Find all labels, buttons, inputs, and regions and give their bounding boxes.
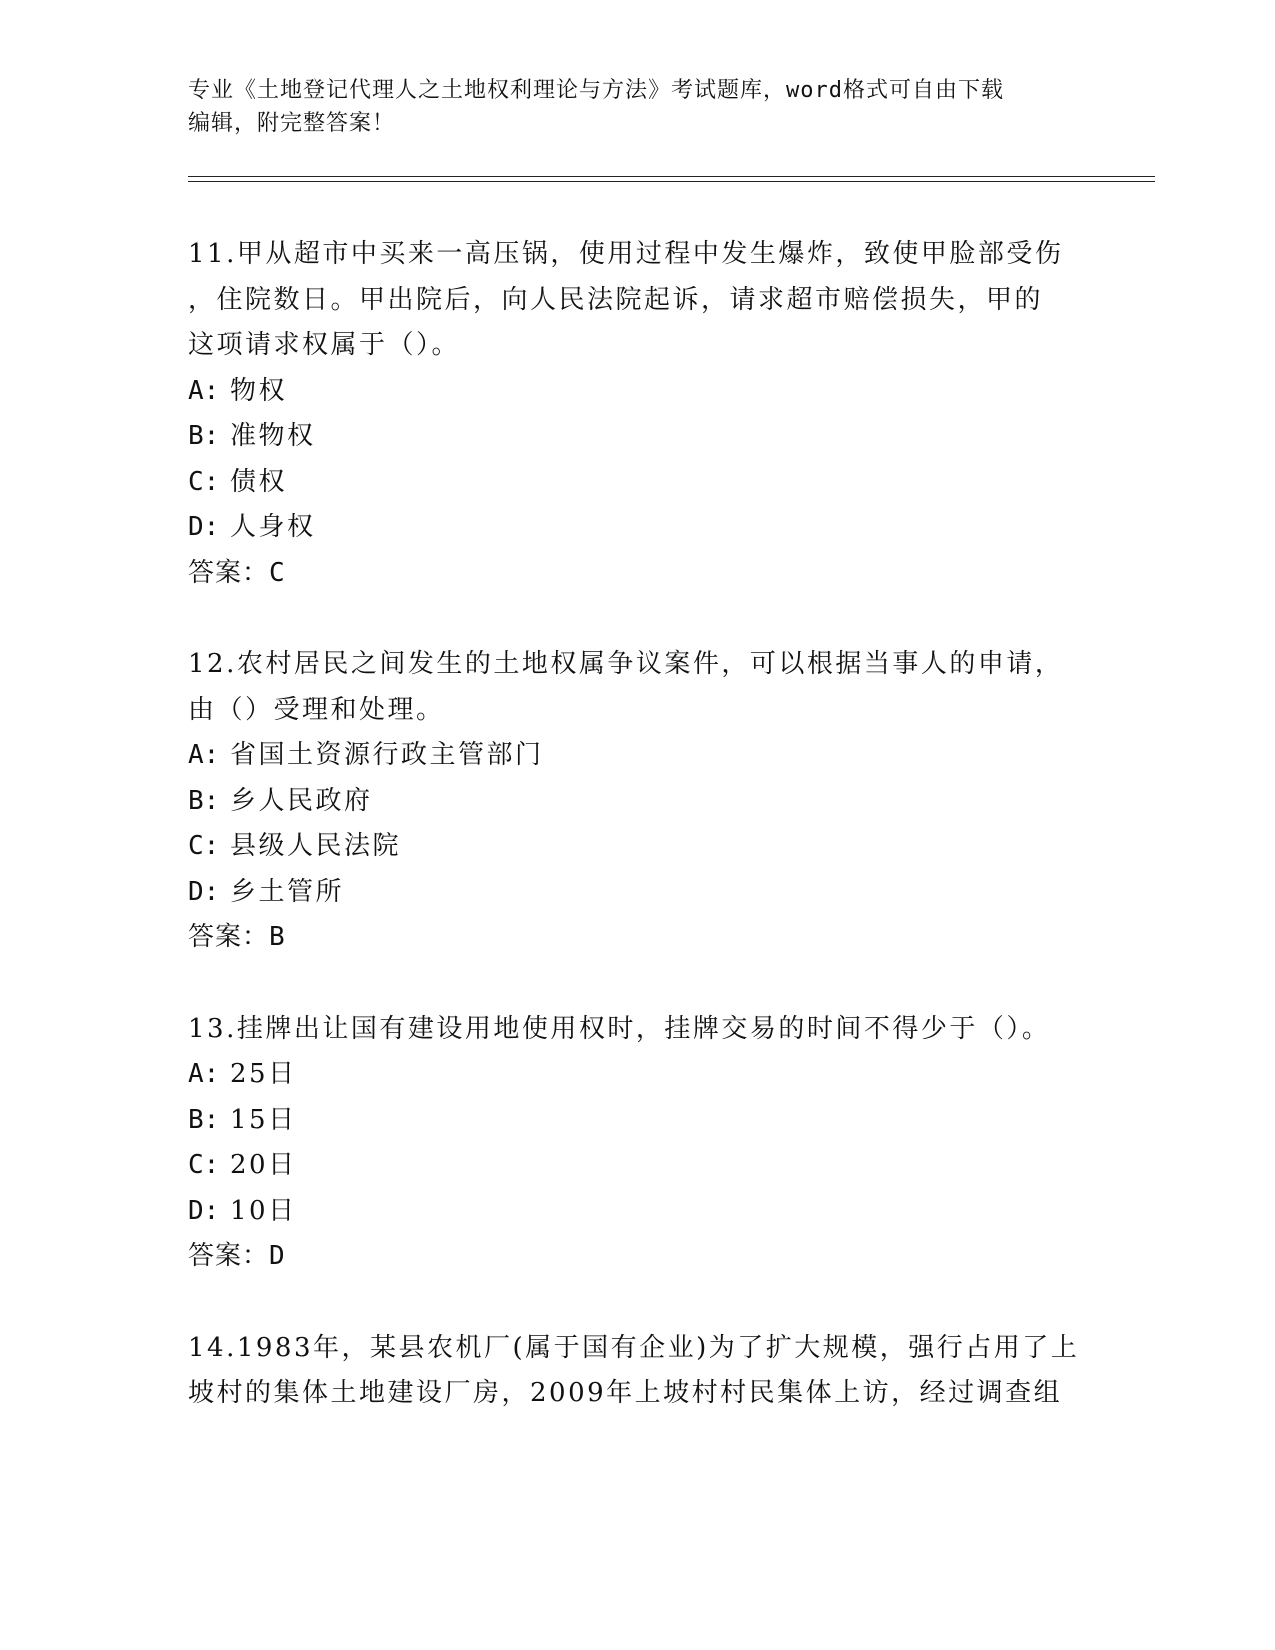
option-letter: C: [188, 466, 220, 497]
question-14 [188, 1326, 1088, 1417]
header-rule-bottom [188, 181, 1155, 182]
question-text [188, 642, 1088, 733]
option-letter: B: [188, 785, 220, 816]
question-line: 14.1983年，某县农机厂(属于国有企业)为了扩大规模，强行占用了上 [188, 1332, 1080, 1363]
answer [188, 551, 1088, 597]
option-letter: A: [188, 740, 220, 770]
answer-value: C [269, 557, 286, 588]
option-text: 10日 [230, 1195, 297, 1226]
option-text: 县级人民法院 [230, 831, 402, 861]
option-text: 准物权 [230, 421, 316, 451]
question-text [188, 1007, 1088, 1053]
answer-label: 答案： [188, 557, 270, 588]
option-text: 乡土管所 [230, 876, 345, 907]
option-letter: A: [188, 375, 220, 406]
answer-value: B [269, 922, 286, 952]
option-text: 物权 [230, 375, 288, 406]
question-13 [188, 1007, 1088, 1280]
option-text: 债权 [230, 466, 288, 497]
header-line-1: 专业《土地登记代理人之土地权利理论与方法》考试题库，word格式可自由下载 [188, 78, 1004, 103]
option-letter: C: [188, 831, 220, 861]
option-text: 省国土资源行政主管部门 [230, 740, 544, 770]
question-list [188, 232, 1088, 1463]
option-c [188, 824, 1088, 870]
option-text: 25日 [230, 1059, 297, 1089]
option-text: 15日 [230, 1104, 297, 1135]
option-a [188, 369, 1088, 415]
question-line: 由（）受理和处理。 [188, 694, 445, 725]
option-letter: D: [188, 1195, 220, 1226]
option-text: 人身权 [230, 512, 316, 542]
option-d [188, 1189, 1088, 1235]
option-c [188, 1143, 1088, 1189]
option-letter: B: [188, 421, 220, 451]
question-line: 11.甲从超市中买来一高压锅，使用过程中发生爆炸，致使甲脸部受伤 [188, 239, 1064, 269]
question-11 [188, 232, 1088, 596]
document-header [188, 74, 1088, 140]
option-b [188, 1098, 1088, 1144]
option-c [188, 460, 1088, 506]
question-line: 这项请求权属于（）。 [188, 330, 461, 360]
option-b [188, 414, 1088, 460]
option-a [188, 1052, 1088, 1098]
option-d [188, 505, 1088, 551]
answer-value: D [269, 1241, 286, 1271]
option-letter: D: [188, 512, 220, 542]
option-letter: A: [188, 1059, 220, 1089]
answer-label: 答案： [188, 1241, 270, 1271]
question-text [188, 1326, 1088, 1417]
option-letter: D: [188, 876, 220, 907]
answer [188, 1234, 1088, 1280]
question-line: 坡村的集体土地建设厂房，2009年上坡村村民集体上访，经过调查组 [188, 1378, 1063, 1408]
option-b [188, 779, 1088, 825]
option-letter: C: [188, 1150, 220, 1180]
question-line: 13.挂牌出让国有建设用地使用权时，挂牌交易的时间不得少于（）。 [188, 1013, 1051, 1044]
question-text [188, 232, 1088, 369]
option-d [188, 870, 1088, 916]
option-letter: B: [188, 1104, 220, 1135]
option-text: 乡人民政府 [230, 785, 373, 816]
answer [188, 915, 1088, 961]
question-line: 12.农村居民之间发生的土地权属争议案件，可以根据当事人的申请， [188, 649, 1064, 679]
question-line: ，住院数日。甲出院后，向人民法院起诉，请求超市赔偿损失，甲的 [188, 284, 1044, 315]
option-text: 20日 [230, 1150, 297, 1180]
question-12 [188, 642, 1088, 961]
option-a [188, 733, 1088, 779]
answer-label: 答案： [188, 922, 270, 952]
header-rule-top [188, 176, 1155, 177]
header-line-2: 编辑，附完整答案！ [188, 111, 396, 136]
